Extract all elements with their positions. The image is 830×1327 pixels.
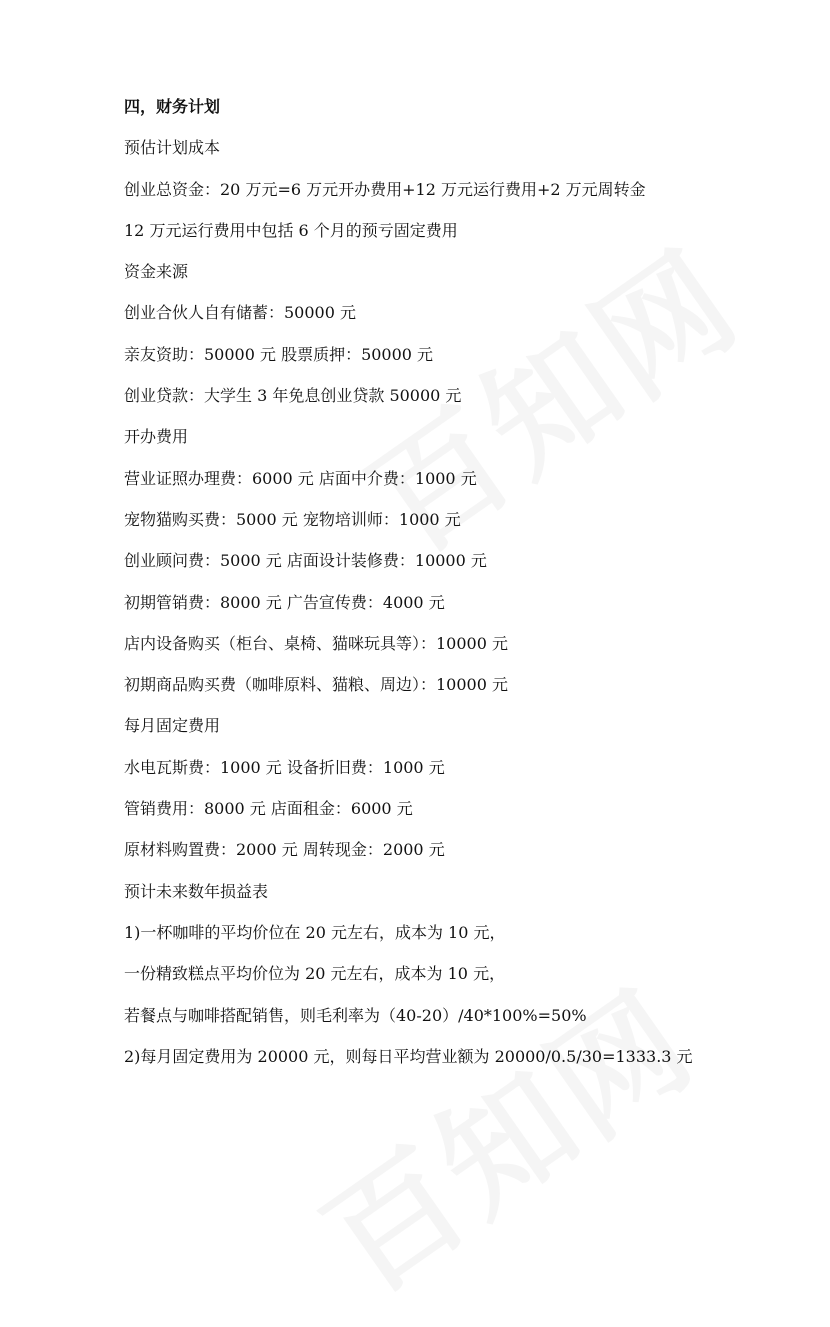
paragraph-line: 创业总资金：20 万元=6 万元开办费用+12 万元运行费用+2 万元周转金 [124,179,646,199]
paragraph-line: 12 万元运行费用中包括 6 个月的预亏固定费用 [124,220,458,240]
paragraph-line: 若餐点与咖啡搭配销售，则毛利率为（40-20）/40*100%=50% [124,1005,587,1025]
section-heading: 四，财务计划 [124,97,221,116]
paragraph-line: 营业证照办理费：6000 元 店面中介费：1000 元 [124,468,477,488]
paragraph-line: 亲友资助：50000 元 股票质押：50000 元 [124,344,434,364]
paragraph-line: 初期管销费：8000 元 广告宣传费：4000 元 [124,592,445,612]
document-body [124,97,764,1088]
paragraph-line: 1)一杯咖啡的平均价位在 20 元左右，成本为 10 元， [124,922,506,942]
paragraph-line: 初期商品购买费（咖啡原料、猫粮、周边）：10000 元 [124,675,508,695]
paragraph-line: 预计未来数年损益表 [124,881,269,901]
paragraph-line: 创业顾问费：5000 元 店面设计装修费：10000 元 [124,551,487,571]
paragraph-line: 创业合伙人自有储蓄：50000 元 [124,303,356,323]
paragraph-line: 水电瓦斯费：1000 元 设备折旧费：1000 元 [124,757,445,777]
paragraph-line: 管销费用：8000 元 店面租金：6000 元 [124,799,413,819]
paragraph-line: 开办费用 [124,427,189,447]
paragraph-line: 店内设备购买（柜台、桌椅、猫咪玩具等）：10000 元 [124,633,508,653]
paragraph-line: 一份精致糕点平均价位为 20 元左右，成本为 10 元， [124,964,506,984]
paragraph-line: 2)每月固定费用为 20000 元，则每日平均营业额为 20000/0.5/30=1333.3 元 [124,1046,693,1066]
paragraph-line: 原材料购置费：2000 元 周转现金：2000 元 [124,840,445,860]
paragraph-line: 资金来源 [124,262,189,282]
paragraph-line: 每月固定费用 [124,716,221,736]
paragraph-line: 创业贷款：大学生 3 年免息创业贷款 50000 元 [124,386,462,406]
paragraph-line: 宠物猫购买费：5000 元 宠物培训师：1000 元 [124,509,461,529]
paragraph-line: 预估计划成本 [124,138,221,158]
